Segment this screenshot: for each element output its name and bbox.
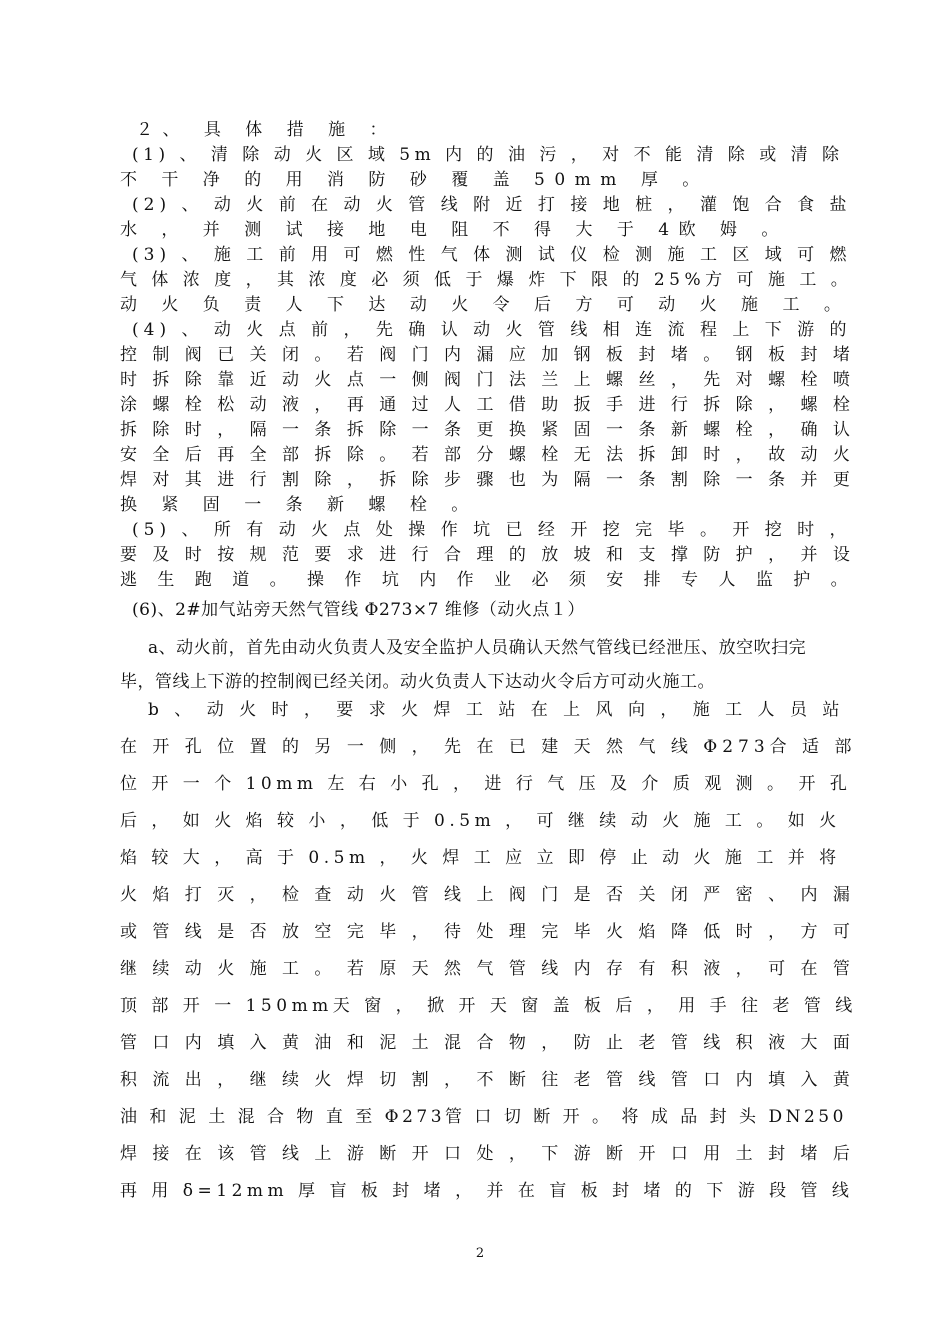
item6b-line10: 管 口 内 填 入 黄 油 和 泥 土 混 合 物 ， 防 止 老 管 线 积 液 大 面 (120, 1033, 855, 1053)
item4-line7: 焊 对 其 进 行 割 除 ， 拆 除 步 骤 也 为 隔 一 条 割 除 一 条 并 更 (120, 470, 855, 490)
page-number: 2 (475, 1246, 485, 1261)
item3-line3: 动 火 负 责 人 下 达 动 火 令 后 方 可 动 火 施 工 。 (120, 295, 851, 315)
item3-line1: (3) 、 施 工 前 用 可 燃 性 气 体 测 试 仪 检 测 施 工 区 域 可 燃 (132, 245, 852, 265)
item6b-line14: 再 用 δ=12mm 厚 盲 板 封 堵 ， 并 在 盲 板 封 堵 的 下 游 段 管 线 (120, 1181, 854, 1201)
item4-line8: 换 紧 固 一 条 新 螺 栓 。 (120, 495, 478, 515)
item4-line4: 涂 螺 栓 松 动 液 ， 再 通 过 人 工 借 助 扳 手 进 行 拆 除 ， 螺 栓 (120, 395, 855, 415)
item4-line3: 时 拆 除 靠 近 动 火 点 一 侧 阀 门 法 兰 上 螺 丝 ， 先 对 螺 栓 喷 (120, 370, 855, 390)
item6b-line5: 焰 较 大 ， 高 于 0.5m ， 火 焊 工 应 立 即 停 止 动 火 施 工 并 将 (120, 848, 841, 868)
item6a-line1: a、动火前，首先由动火负责人及安全监护人员确认天然气管线已经泄压、放空吹扫完 (148, 638, 807, 658)
item2-line2: 水 ， 并 测 试 接 地 电 阻 不 得 大 于 4欧 姆 。 (120, 220, 788, 240)
item6b-line12: 油 和 泥 土 混 合 物 直 至 Φ273管 口 切 断 开 。 将 成 品 封 头 DN250 (120, 1107, 847, 1127)
item6b-line3: 位 开 一 个 10mm 左 右 小 孔 ， 进 行 气 压 及 介 质 观 测 。 开 孔 (120, 774, 852, 794)
item4-line2: 控 制 阀 已 关 闭 。 若 阀 门 内 漏 应 加 钢 板 封 堵 。 钢 板 封 堵 (120, 345, 855, 365)
item1-line1: (1) 、 清 除 动 火 区 域 5m 内 的 油 污 ， 对 不 能 清 除 或 清 除 (132, 145, 844, 165)
item6b-line8: 继 续 动 火 施 工 。 若 原 天 然 气 管 线 内 存 有 积 液 ， 可 在 管 (120, 959, 855, 979)
item6b-line2: 在 开 孔 位 置 的 另 一 侧 ， 先 在 已 建 天 然 气 线 Φ273合 适 部 (120, 737, 857, 757)
item2-line1: (2) 、 动 火 前 在 动 火 管 线 附 近 打 接 地 桩 ， 灌 饱 合 食 盐 (132, 195, 852, 215)
item6b-line9: 顶 部 开 一 150mm天 窗 ， 掀 开 天 窗 盖 板 后 ， 用 手 往 老 管 线 (120, 996, 857, 1016)
item4-line1: (4) 、 动 火 点 前 ， 先 确 认 动 火 管 线 相 连 流 程 上 下 游 的 (132, 320, 852, 340)
item6b-line13: 焊 接 在 该 管 线 上 游 断 开 口 处 ， 下 游 断 开 口 用 土 封 堵 后 (120, 1144, 855, 1164)
item6b-line1: b 、 动 火 时 ， 要 求 火 焊 工 站 在 上 风 向 ， 施 工 人 员 站 (148, 700, 845, 720)
item6b-line11: 积 流 出 ， 继 续 火 焊 切 割 ， 不 断 往 老 管 线 管 口 内 填 入 黄 (120, 1070, 855, 1090)
item4-line5: 拆 除 时 ， 隔 一 条 拆 除 一 条 更 换 紧 固 一 条 新 螺 栓 ， 确 认 (120, 420, 855, 440)
item5-line3: 逃 生 跑 道 。 操 作 坑 内 作 业 必 须 安 排 专 人 监 护 。 (120, 570, 856, 590)
item5-line1: (5) 、 所 有 动 火 点 处 操 作 坑 已 经 开 挖 完 毕 。 开 挖 时 ， (132, 520, 852, 540)
item6b-line4: 后 ， 如 火 焰 较 小 ， 低 于 0.5m ， 可 继 续 动 火 施 工 。 如 火 (120, 811, 841, 831)
item6a-line2: 毕，管线上下游的控制阀已经关闭。动火负责人下达动火令后方可动火施工。 (120, 672, 715, 692)
item6-title: (6)、2#加气站旁天然气管线 Φ273×7 维修（动火点１） (132, 600, 585, 620)
item5-line2: 要 及 时 按 规 范 要 求 进 行 合 理 的 放 坡 和 支 撑 防 护 ， 并 设 (120, 545, 855, 565)
item1-line2: 不 干 净 的 用 消 防 砂 覆 盖 50mm 厚 。 (120, 170, 709, 190)
item6b-line6: 火 焰 打 灭 ， 检 查 动 火 管 线 上 阀 门 是 否 关 闭 严 密 、 内 漏 (120, 885, 855, 905)
item4-line6: 安 全 后 再 全 部 拆 除 。 若 部 分 螺 栓 无 法 拆 卸 时 ， 故 动 火 (120, 445, 855, 465)
section-heading: ２、 具 体 措 施 ： (136, 120, 397, 140)
item6b-line7: 或 管 线 是 否 放 空 完 毕 ， 待 处 理 完 毕 火 焰 降 低 时 ， 方 可 (120, 922, 855, 942)
item3-line2: 气 体 浓 度 ， 其 浓 度 必 须 低 于 爆 炸 下 限 的 25%方 可 施 工 。 (120, 270, 853, 290)
